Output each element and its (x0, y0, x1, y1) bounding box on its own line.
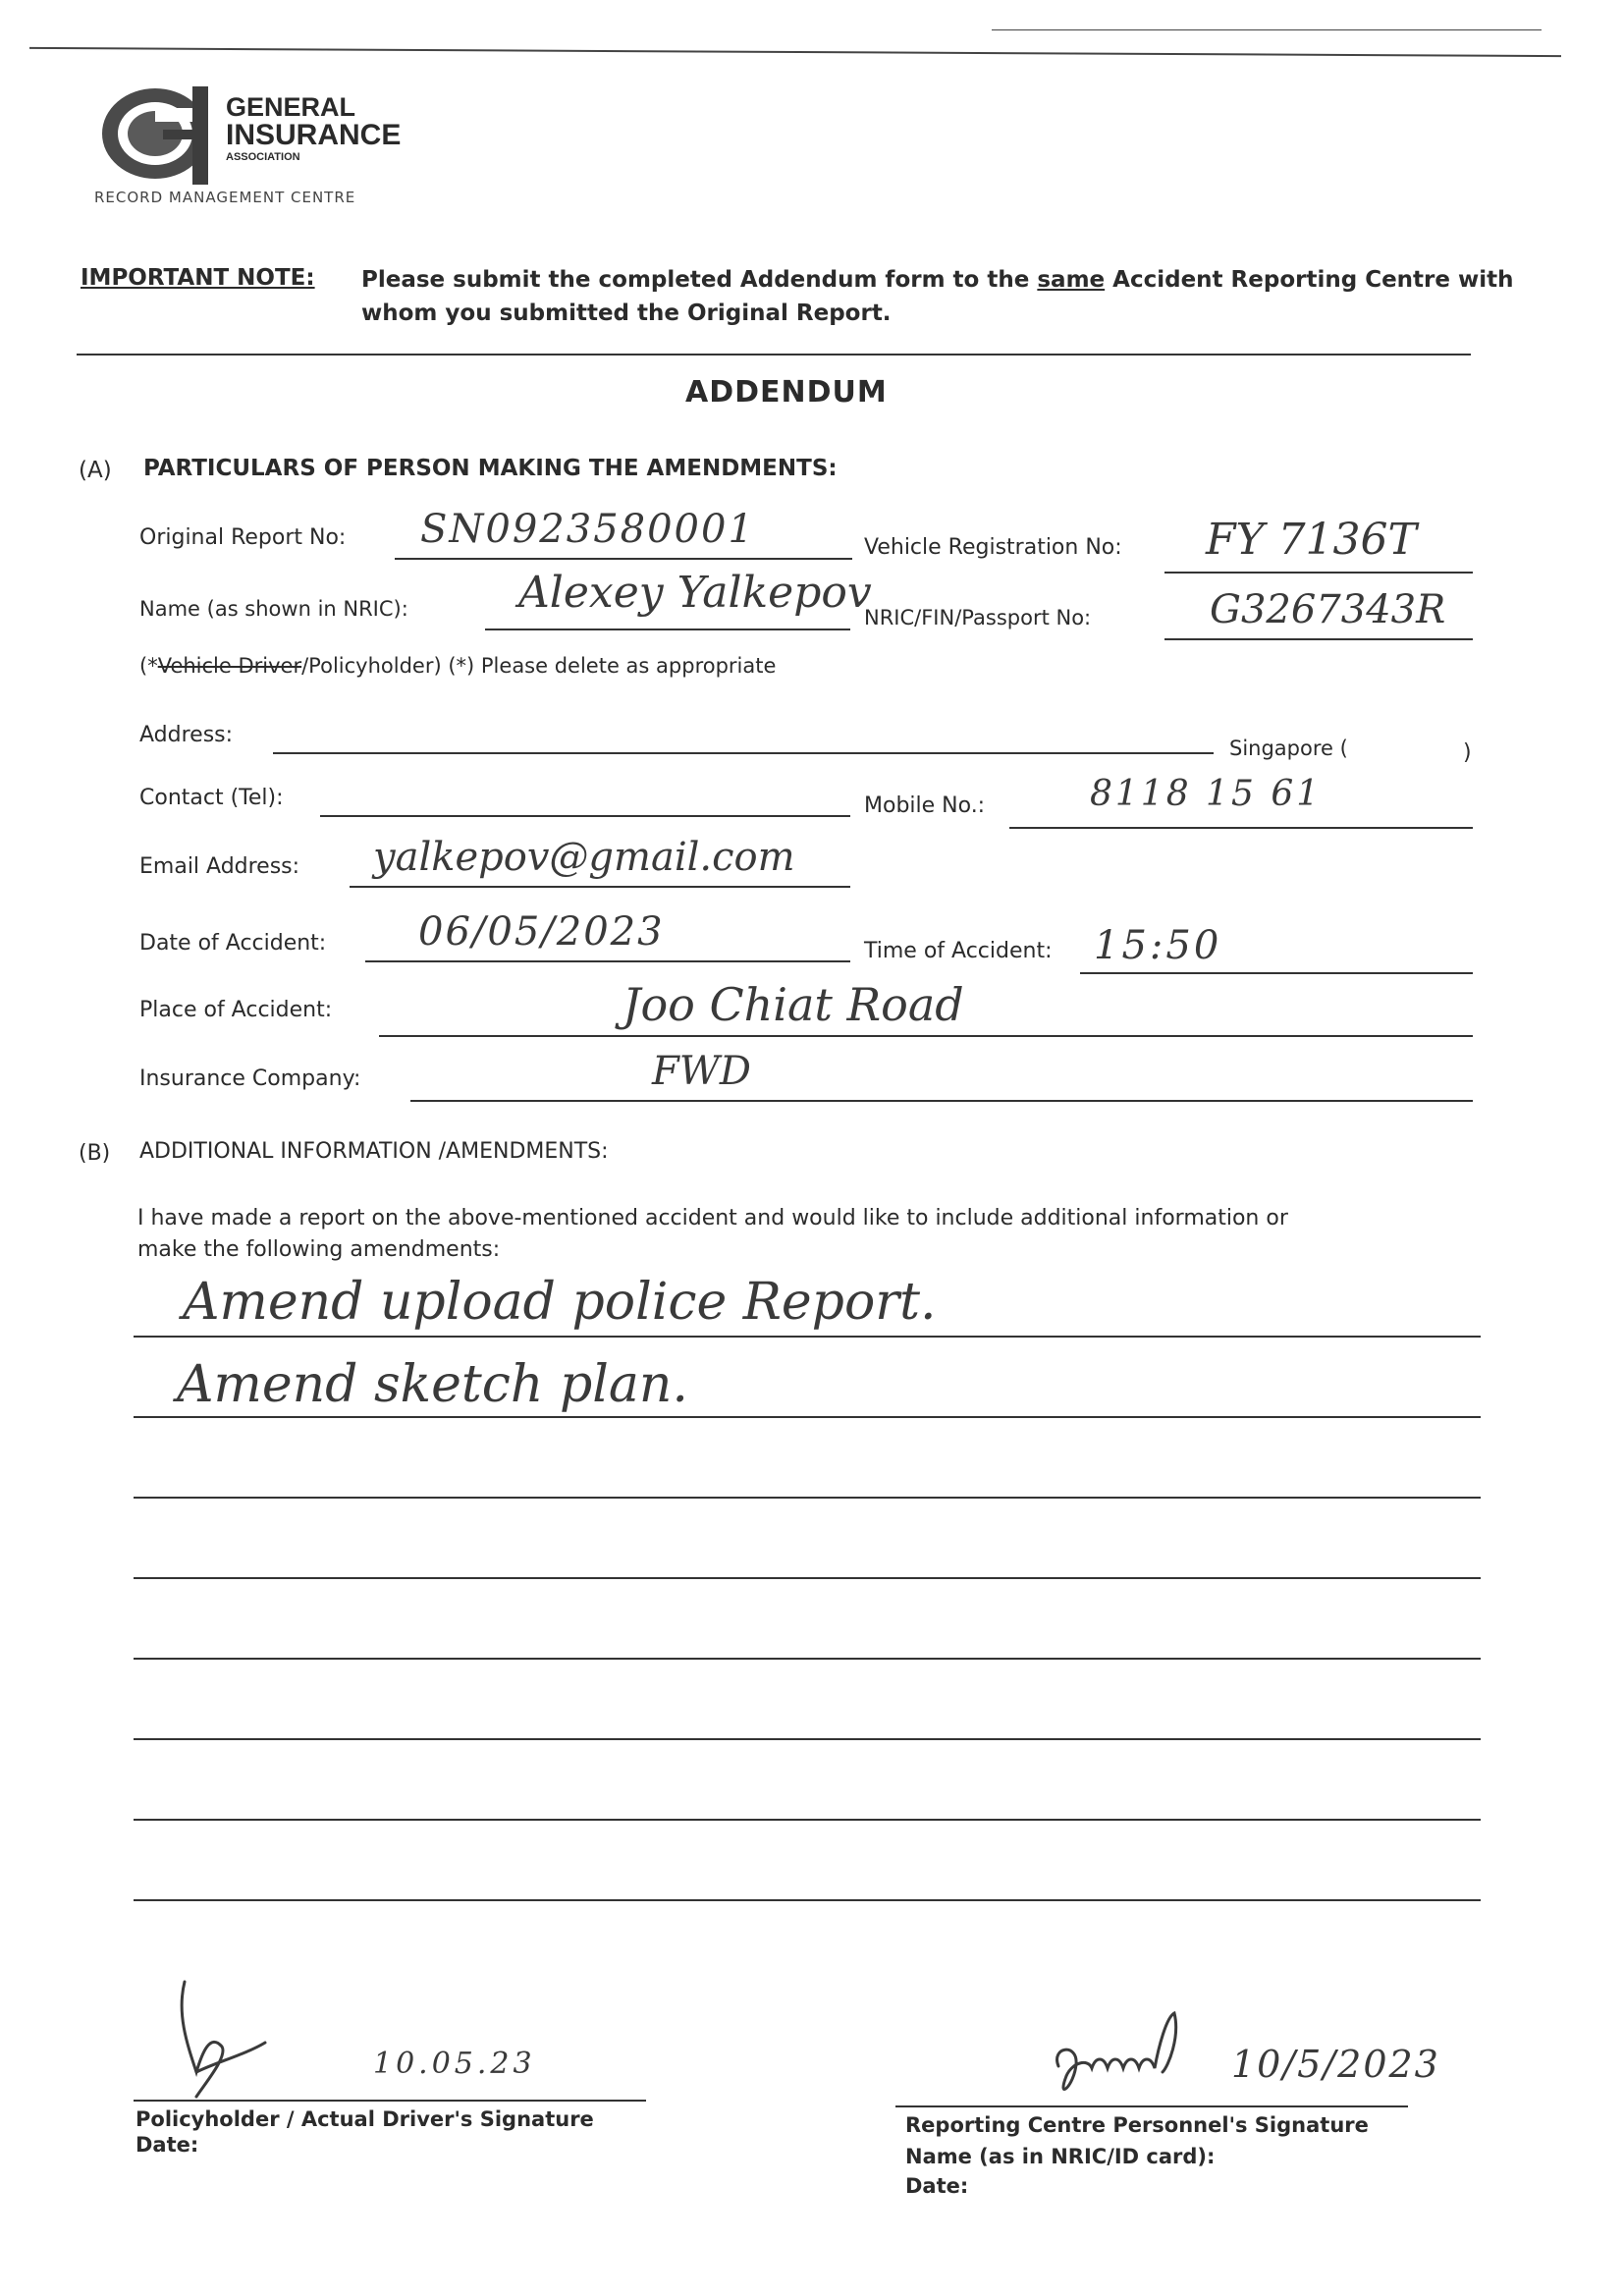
insurer-line (410, 1100, 1473, 1102)
name-label: Name (as shown in NRIC): (139, 597, 408, 621)
accident-time-label: Time of Accident: (864, 939, 1053, 963)
amendment-line-2 (134, 1416, 1481, 1418)
vehicle-reg-line (1164, 572, 1473, 574)
personnel-signature-line (895, 2105, 1408, 2107)
section-a-title: PARTICULARS OF PERSON MAKING THE AMENDMENTS: (143, 456, 838, 481)
form-title: ADDENDUM (685, 375, 888, 410)
scan-top-edge-2 (992, 29, 1542, 30)
nric-value: G3267343R (1210, 587, 1446, 632)
scan-top-edge (29, 47, 1561, 57)
section-a-marker: (A) (79, 458, 112, 483)
singapore-close: ) (1463, 740, 1472, 765)
nric-label: NRIC/FIN/Passport No: (864, 606, 1092, 629)
name-value: Alexey Yalkepov (518, 568, 872, 618)
gia-logo-text (226, 94, 401, 163)
accident-place-value: Joo Chiat Road (623, 978, 964, 1031)
policyholder-date-value: 10.05.23 (373, 2047, 536, 2081)
address-line (273, 752, 1214, 754)
section-b-intro-line1: I have made a report on the above-mentioned accident and would like to include additional information or (137, 1206, 1288, 1230)
logo-text-insurance: INSURANCE (226, 119, 402, 151)
role-struck: Vehicle Driver (157, 654, 302, 678)
email-label: Email Address: (139, 854, 300, 879)
email-value: yalkepov@gmail.com (373, 835, 795, 880)
personnel-signature-label: Reporting Centre Personnel's Signature (905, 2113, 1369, 2137)
gia-logo-mark-icon (98, 79, 236, 191)
role-prefix: (* (139, 654, 158, 678)
contact-label: Contact (Tel): (139, 786, 284, 810)
mobile-line (1009, 827, 1473, 829)
mobile-label: Mobile No.: (864, 793, 986, 818)
role-line (139, 654, 776, 678)
important-note-line2: whom you submitted the Original Report. (361, 301, 892, 326)
section-b-intro-line2: make the following amendments: (137, 1237, 501, 1262)
role-kept: /Policyholder) (*) Please delete as appropriate (301, 654, 777, 678)
amendment-text-1: Amend upload police Report. (183, 1273, 937, 1332)
email-line (350, 886, 850, 888)
amendment-line-5 (134, 1658, 1481, 1660)
name-line (485, 629, 850, 630)
accident-time-line (1080, 972, 1473, 974)
important-note-line1 (361, 267, 1514, 293)
address-label: Address: (139, 723, 234, 747)
singapore-label: Singapore ( (1229, 737, 1348, 760)
amendment-line-8 (134, 1899, 1481, 1901)
policyholder-signature-label: Policyholder / Actual Driver's Signature (135, 2107, 594, 2131)
amendment-line-7 (134, 1819, 1481, 1821)
personnel-date-label: Date: (905, 2174, 969, 2198)
note-divider (77, 354, 1471, 355)
policyholder-signature-icon (167, 1974, 285, 2102)
amendment-line-6 (134, 1738, 1481, 1740)
logo-text-general: GENERAL (226, 92, 356, 122)
accident-date-label: Date of Accident: (139, 931, 327, 956)
amendment-line-3 (134, 1497, 1481, 1499)
original-report-label: Original Report No: (139, 525, 347, 550)
vehicle-reg-value: FY 7136T (1206, 515, 1417, 565)
original-report-line (395, 558, 852, 560)
insurer-value: FWD (652, 1049, 751, 1094)
accident-date-line (365, 960, 850, 962)
original-report-value: SN0923580001 (420, 507, 755, 552)
personnel-name-label: Name (as in NRIC/ID card): (905, 2145, 1216, 2168)
personnel-signature-icon (1049, 2007, 1216, 2105)
insurer-label: Insurance Company: (139, 1066, 361, 1091)
section-b-title: ADDITIONAL INFORMATION /AMENDMENTS: (139, 1139, 609, 1164)
personnel-date-value: 10/5/2023 (1231, 2043, 1440, 2086)
mobile-value: 8118 15 61 (1090, 774, 1323, 814)
note-text-after: Accident Reporting Centre with (1112, 267, 1514, 293)
policyholder-date-label: Date: (135, 2133, 199, 2157)
contact-line (320, 815, 850, 817)
amendment-text-2: Amend sketch plan. (177, 1355, 688, 1414)
amendment-line-1 (134, 1336, 1481, 1338)
accident-date-value: 06/05/2023 (418, 909, 665, 955)
note-text-before: Please submit the completed Addendum form to the (361, 267, 1030, 293)
amendment-line-4 (134, 1577, 1481, 1579)
accident-place-line (379, 1035, 1473, 1037)
nric-line (1164, 638, 1473, 640)
vehicle-reg-label: Vehicle Registration No: (864, 535, 1122, 560)
section-b-marker: (B) (79, 1141, 111, 1166)
record-centre-label: RECORD MANAGEMENT CENTRE (94, 189, 356, 206)
logo-text-association: ASSOCIATION (226, 151, 300, 163)
policyholder-signature-line (134, 2100, 646, 2102)
accident-place-label: Place of Accident: (139, 998, 333, 1022)
note-text-emphasis: same (1037, 267, 1106, 293)
important-note-label: IMPORTANT NOTE: (81, 265, 315, 291)
accident-time-value: 15:50 (1094, 923, 1222, 968)
